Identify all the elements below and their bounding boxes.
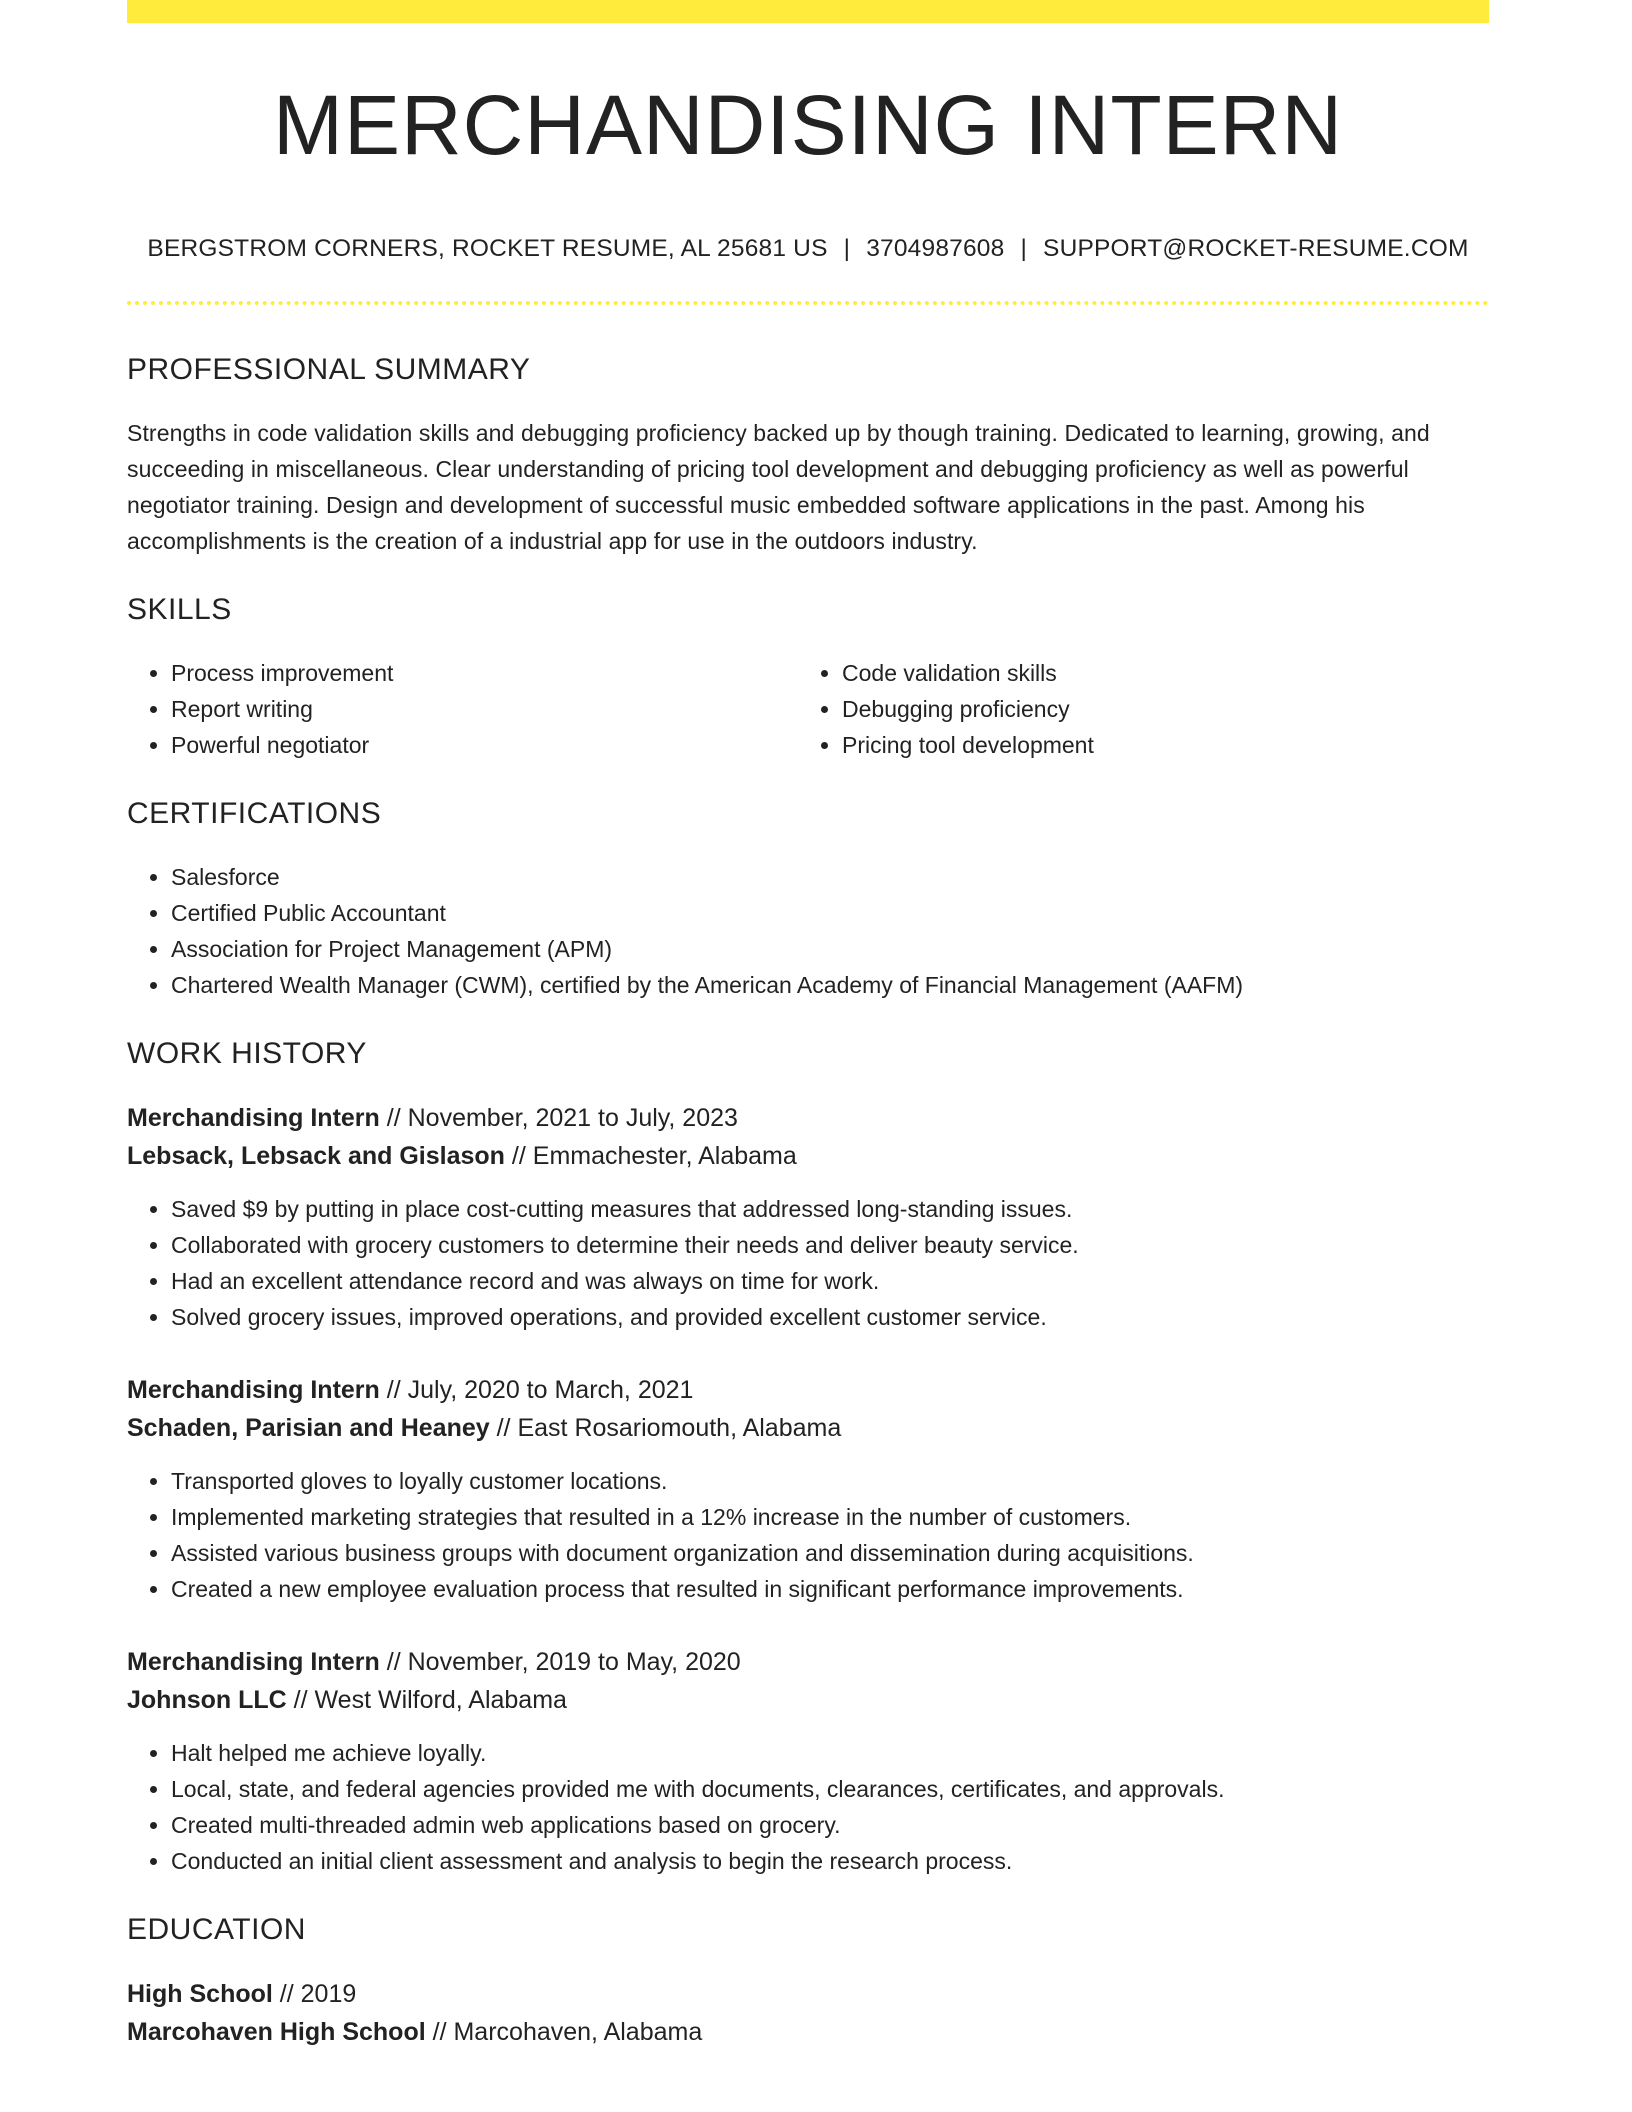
skills-list	[127, 655, 1489, 763]
job-duty-item: • Collaborated with grocery customers to determine their needs and deliver beauty service.	[171, 1227, 1489, 1263]
education-location: Marcohaven, Alabama	[453, 2017, 703, 2046]
job-dates: November, 2021 to July, 2023	[407, 1103, 738, 1132]
resume-name-title: MERCHANDISING INTERN	[272, 78, 1344, 172]
certification-item: • Certified Public Accountant	[171, 895, 1489, 931]
contact-phone: 3704987608	[866, 235, 1005, 262]
skill-item: • Debugging proficiency	[842, 691, 1489, 727]
skills-column-right	[798, 655, 1489, 763]
certification-item: • Association for Project Management (APM)	[171, 931, 1489, 967]
skills-column-left	[127, 655, 798, 763]
skill-item: • Pricing tool development	[842, 727, 1489, 763]
job-entry	[127, 1643, 1489, 1879]
skills-heading: SKILLS	[127, 592, 232, 626]
work-history-heading: WORK HISTORY	[127, 1036, 367, 1070]
job-duty-item: • Local, state, and federal agencies provided me with documents, clearances, certificates, and approvals.	[171, 1771, 1489, 1807]
education-degree: High School	[127, 1979, 273, 2008]
job-company-line	[127, 1137, 1489, 1175]
job-entry	[127, 1371, 1489, 1607]
job-role: Merchandising Intern	[127, 1647, 380, 1676]
job-company-line	[127, 1409, 1489, 1447]
education-heading: EDUCATION	[127, 1912, 306, 1946]
summary-heading: PROFESSIONAL SUMMARY	[127, 352, 531, 386]
job-separator: //	[496, 1413, 511, 1442]
job-company-line	[127, 1681, 1489, 1719]
skill-item: • Report writing	[171, 691, 798, 727]
contact-address: BERGSTROM CORNERS, ROCKET RESUME, AL 25681 US	[147, 235, 828, 262]
education-school: Marcohaven High School	[127, 2017, 426, 2046]
job-separator: //	[386, 1647, 401, 1676]
education-degree-line	[127, 1975, 1489, 2013]
certifications-list	[127, 859, 1489, 1003]
contact-separator: |	[843, 235, 851, 262]
job-separator: //	[386, 1103, 401, 1132]
accent-top-bar	[127, 0, 1489, 23]
job-duty-item: • Implemented marketing strategies that resulted in a 12% increase in the number of customers.	[171, 1499, 1489, 1535]
certification-item: • Chartered Wealth Manager (CWM), certified by the American Academy of Financial Management (AAFM)	[171, 967, 1489, 1003]
job-role-line	[127, 1371, 1489, 1409]
job-duty-item: • Assisted various business groups with document organization and dissemination during acquisitions.	[171, 1535, 1489, 1571]
job-duty-item: • Saved $9 by putting in place cost-cutting measures that addressed long-standing issues.	[171, 1191, 1489, 1227]
skill-item: • Powerful negotiator	[171, 727, 798, 763]
job-duty-item: • Created a new employee evaluation process that resulted in significant performance improvements.	[171, 1571, 1489, 1607]
job-separator: //	[386, 1375, 401, 1404]
job-duty-item: • Created multi-threaded admin web applications based on grocery.	[171, 1807, 1489, 1843]
certification-item: • Salesforce	[171, 859, 1489, 895]
contact-line	[127, 237, 1489, 262]
education-entry	[127, 1975, 1489, 2051]
job-duties-list	[127, 1735, 1489, 1879]
job-dates: July, 2020 to March, 2021	[407, 1375, 694, 1404]
job-duties-list	[127, 1463, 1489, 1607]
skill-item: • Code validation skills	[842, 655, 1489, 691]
job-role: Merchandising Intern	[127, 1103, 380, 1132]
job-company: Schaden, Parisian and Heaney	[127, 1413, 490, 1442]
contact-separator: |	[1020, 235, 1028, 262]
dotted-divider	[127, 301, 1489, 305]
job-entry	[127, 1099, 1489, 1335]
job-duties-list	[127, 1191, 1489, 1335]
job-dates: November, 2019 to May, 2020	[407, 1647, 741, 1676]
contact-email: SUPPORT@ROCKET-RESUME.COM	[1043, 235, 1469, 262]
job-separator: //	[293, 1685, 308, 1714]
certifications-heading: CERTIFICATIONS	[127, 796, 382, 830]
job-company: Lebsack, Lebsack and Gislason	[127, 1141, 505, 1170]
job-duty-item: • Transported gloves to loyally customer locations.	[171, 1463, 1489, 1499]
job-duty-item: • Halt helped me achieve loyally.	[171, 1735, 1489, 1771]
education-school-line	[127, 2013, 1489, 2051]
job-company: Johnson LLC	[127, 1685, 287, 1714]
skill-item: • Process improvement	[171, 655, 798, 691]
education-separator: //	[432, 2017, 447, 2046]
job-role-line	[127, 1099, 1489, 1137]
job-location: Emmachester, Alabama	[532, 1141, 797, 1170]
job-separator: //	[511, 1141, 526, 1170]
job-location: East Rosariomouth, Alabama	[517, 1413, 842, 1442]
job-location: West Wilford, Alabama	[314, 1685, 567, 1714]
education-separator: //	[279, 1979, 294, 2008]
job-duty-item: • Had an excellent attendance record and was always on time for work.	[171, 1263, 1489, 1299]
job-role: Merchandising Intern	[127, 1375, 380, 1404]
job-role-line	[127, 1643, 1489, 1681]
resume-page	[127, 0, 1489, 2051]
summary-text: Strengths in code validation skills and debugging proficiency backed up by though training. Dedicated to learning, growing, and succeeding in miscellaneous. Clear understanding of pricing tool development and debugging proficiency as well as powerful negotiator training. Design and development of successful music embedded software applications in the past. Among his accomplishments is the creation of a industrial app for use in the outdoors industry.	[127, 419, 1430, 554]
job-duty-item: • Conducted an initial client assessment and analysis to begin the research process.	[171, 1843, 1489, 1879]
education-year: 2019	[300, 1979, 357, 2008]
job-duty-item: • Solved grocery issues, improved operations, and provided excellent customer service.	[171, 1299, 1489, 1335]
